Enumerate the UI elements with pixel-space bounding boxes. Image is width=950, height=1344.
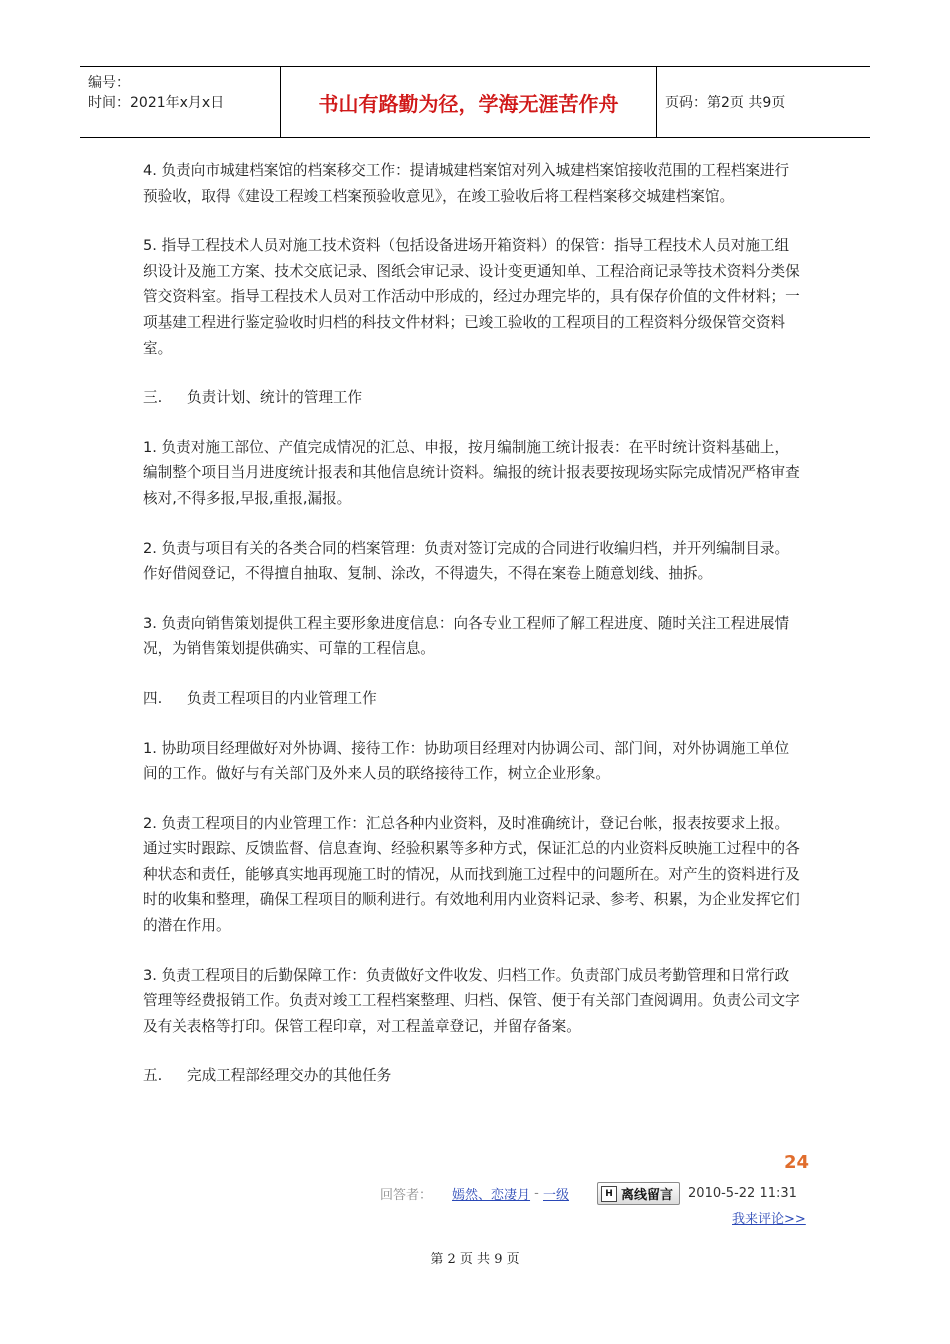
- section-number: 五.: [143, 1067, 163, 1085]
- section-title: 负责计划、统计的管理工作: [187, 389, 363, 407]
- offline-message-label: 离线留言: [621, 1188, 674, 1203]
- section-heading: [143, 385, 803, 411]
- hi-icon: H: [601, 1186, 617, 1202]
- header-motto: 书山有路勤为径，学海无涯苦作舟: [280, 67, 657, 137]
- doc-number: 编号：: [88, 75, 130, 91]
- page-header: [80, 66, 870, 138]
- offline-message-button[interactable]: [597, 1182, 680, 1205]
- section-number: 三.: [143, 389, 163, 407]
- paragraph: 3. 负责工程项目的后勤保障工作：负责做好文件收发、归档工作。负责部门成员考勤管理和日常行政管理等经费报销工作。负责对竣工工程档案整理、归档、保管、便于有关部门查阅调用。负责公司文字及有关表格等打印。保管工程印章，对工程盖章登记，并留存备案。: [143, 966, 800, 1035]
- section-title: 负责工程项目的内业管理工作: [187, 689, 377, 707]
- answerer-label: 回答者：: [380, 1188, 433, 1203]
- level-link[interactable]: 一级: [543, 1188, 570, 1203]
- header-meta: [80, 67, 280, 137]
- paragraph: 3. 负责向销售策划提供工程主要形象进度信息：向各专业工程师了解工程进度、随时关注工程进展情况，为销售策划提供确实、可靠的工程信息。: [143, 614, 790, 658]
- paragraph: 2. 负责与项目有关的各类合同的档案管理：负责对签订完成的合同进行收编归档，并开列编制目录。作好借阅登记，不得擅自抽取、复制、涂改，不得遗失，不得在案卷上随意划线、抽拆。: [143, 539, 790, 583]
- paragraph: 1. 负责对施工部位、产值完成情况的汇总、申报，按月编制施工统计报表：在平时统计资料基础上，编制整个项目当月进度统计报表和其他信息统计资料。编报的统计报表要按现场实际完成情况严格审查核对,不得多报,早报,重报,漏报。: [143, 438, 800, 507]
- level-separator: -: [530, 1186, 543, 1201]
- answer-date: 2010-5-22 11:31: [688, 1186, 797, 1201]
- paragraph: 1. 协助项目经理做好对外协调、接待工作：协助项目经理对内协调公司、部门间，对外协调施工单位间的工作。做好与有关部门及外来人员的联络接待工作，树立企业形象。: [143, 739, 790, 783]
- paragraph: 4. 负责向市城建档案馆的档案移交工作：提请城建档案馆对列入城建档案馆接收范围的工程档案进行预验收，取得《建设工程竣工档案预验收意见》，在竣工验收后将工程档案移交城建档案馆。: [143, 162, 790, 205]
- comment-link[interactable]: 我来评论>>: [732, 1212, 806, 1227]
- paragraph: 2. 负责工程项目的内业管理工作：汇总各种内业资料，及时准确统计，登记台帐，报表按要求上报。通过实时跟踪、反馈监督、信息查询、经验积累等多种方式，保证汇总的内业资料反映施工过程中的各种状态和责任，能够真实地再现施工时的情况，从而找到施工过程中的问题所在。对产生的资料进行及时的收集和整理，确保工程项目的顺利进行。有效地利用内业资料记录、参考、积累，为企业发挥它们的潜在作用。: [143, 814, 800, 935]
- answer-count: 24: [784, 1152, 810, 1173]
- paragraph: 5. 指导工程技术人员对施工技术资料（包括设备进场开箱资料）的保管：指导工程技术人员对施工组织设计及施工方案、技术交底记录、图纸会审记录、设计变更通知单、工程洽商记录等技术资料分类保管交资料室。指导工程技术人员对工作活动中形成的，经过办理完毕的，具有保存价值的文件材料；一项基建工程进行鉴定验收时归档的科技文件材料；已竣工验收的工程项目的工程资料分级保管交资料室。: [143, 237, 800, 357]
- document-body: [143, 158, 803, 1113]
- section-title: 完成工程部经理交办的其他任务: [187, 1067, 392, 1085]
- answerer-link[interactable]: 嫣然、恋凄月: [452, 1188, 531, 1203]
- section-number: 四.: [143, 689, 163, 707]
- section-heading: [143, 1063, 803, 1089]
- header-page: 页码：第2页 共9页: [665, 95, 786, 111]
- page-footer: 第 2 页 共 9 页: [430, 1252, 520, 1267]
- comment-link-wrap: [732, 1208, 806, 1227]
- answer-info: [380, 1182, 797, 1205]
- section-heading: [143, 686, 803, 712]
- doc-time: 时间：2021年x月x日: [88, 95, 225, 111]
